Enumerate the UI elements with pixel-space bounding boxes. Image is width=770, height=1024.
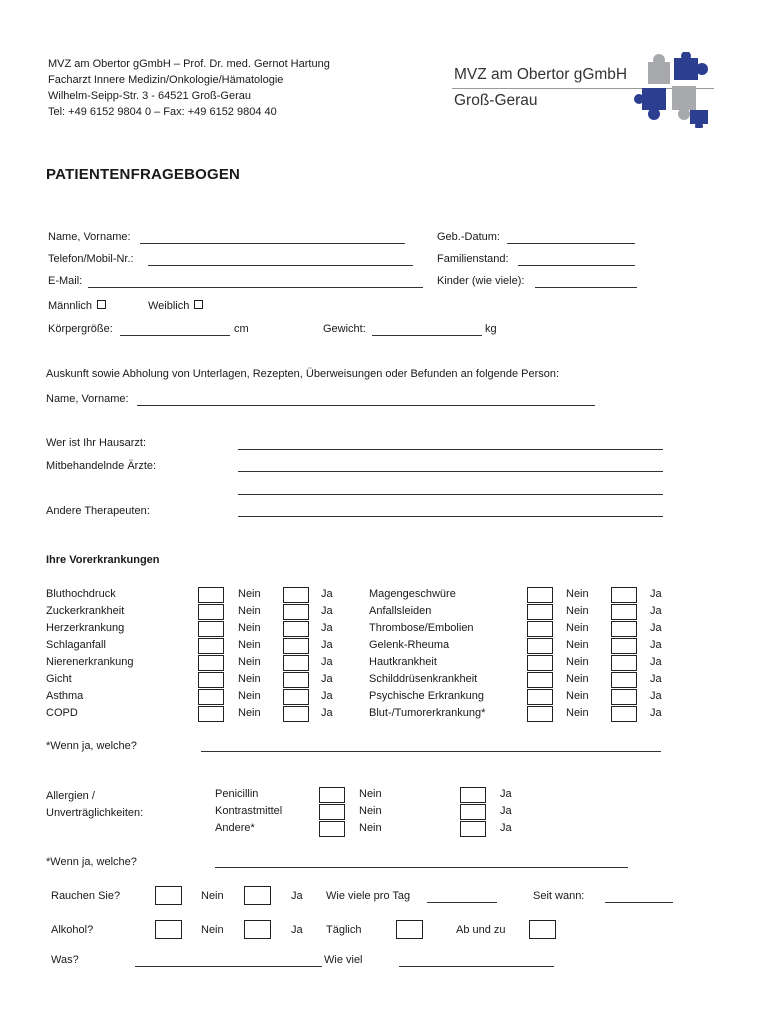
label-gewicht: Gewicht: (323, 323, 366, 335)
field-hausarzt[interactable] (238, 449, 663, 450)
label-nein: Nein (238, 622, 261, 634)
checkbox-nein[interactable] (527, 604, 553, 620)
label-geb: Geb.-Datum: (437, 231, 500, 243)
label-nein: Nein (238, 690, 261, 702)
allergy-label: Andere* (215, 822, 255, 834)
label-rauchen: Rauchen Sie? (51, 890, 121, 902)
auskunft-text: Auskunft sowie Abholung von Unterlagen, Rezepten, Überweisungen oder Befunden an folgende Person: (46, 368, 560, 380)
field-seit-wann[interactable] (605, 902, 673, 903)
label-ja: Ja (650, 707, 662, 719)
checkbox-ja[interactable] (611, 655, 637, 671)
field-mitbehandelnde-2[interactable] (238, 494, 663, 495)
label-ja: Ja (500, 788, 512, 800)
header-line: Wilhelm-Seipp-Str. 3 - 64521 Groß-Gerau (48, 90, 251, 102)
label-allergien (46, 788, 143, 822)
label-familienstand: Familienstand: (437, 253, 509, 265)
label-wenn-ja-vorerkrankungen: *Wenn ja, welche? (46, 740, 137, 752)
label-nein: Nein (238, 656, 261, 668)
field-therapeuten[interactable] (238, 516, 663, 517)
label-ja: Ja (650, 622, 662, 634)
unit-cm: cm (234, 323, 249, 335)
label-seit-wann: Seit wann: (533, 890, 585, 902)
label-ja: Ja (650, 605, 662, 617)
condition-label: Blut-/Tumorerkrankung* (369, 707, 486, 719)
checkbox-nein[interactable] (319, 821, 345, 837)
checkbox-ja[interactable] (611, 587, 637, 603)
field-wenn-ja-vorerkrankungen[interactable] (201, 751, 661, 752)
logo-line2: Groß-Gerau (454, 92, 538, 109)
checkbox-nein[interactable] (198, 655, 224, 671)
condition-label: Gelenk-Rheuma (369, 639, 450, 651)
condition-label: Nierenerkrankung (46, 656, 134, 668)
label-ab-und-zu: Ab und zu (456, 924, 506, 936)
label-ja: Ja (650, 588, 662, 600)
checkbox-ja[interactable] (283, 587, 309, 603)
condition-label: Anfallsleiden (369, 605, 432, 617)
checkbox-ja[interactable] (460, 787, 486, 803)
label-nein: Nein (566, 673, 589, 685)
section-heading-vorerkrankungen: Ihre Vorerkrankungen (46, 554, 160, 566)
checkbox-nein[interactable] (527, 621, 553, 637)
checkbox-nein[interactable] (319, 804, 345, 820)
checkbox-ja[interactable] (611, 689, 637, 705)
label-nein: Nein (566, 707, 589, 719)
checkbox-ja[interactable] (611, 621, 637, 637)
label-mitbehandelnde: Mitbehandelnde Ärzte: (46, 460, 157, 472)
page-title: PATIENTENFRAGEBOGEN (46, 166, 241, 183)
label-alkohol-nein: Nein (201, 924, 224, 936)
allergy-label: Penicillin (215, 788, 259, 800)
checkbox-ab-und-zu[interactable] (529, 920, 556, 939)
allergien-label-line2: Unverträglichkeiten: (46, 807, 144, 819)
checkbox-ja[interactable] (611, 706, 637, 722)
condition-label: Psychische Erkrankung (369, 690, 484, 702)
checkbox-nein[interactable] (527, 638, 553, 654)
checkbox-ja[interactable] (611, 604, 637, 620)
checkbox-ja[interactable] (460, 804, 486, 820)
label-ja: Ja (321, 656, 333, 668)
label-telefon: Telefon/Mobil-Nr.: (48, 253, 134, 265)
label-ja: Ja (650, 656, 662, 668)
checkbox-nein[interactable] (527, 689, 553, 705)
label-nein: Nein (566, 639, 589, 651)
label-ja: Ja (650, 673, 662, 685)
label-auskunft-name: Name, Vorname: (46, 393, 129, 405)
label-ja: Ja (321, 690, 333, 702)
condition-label: Schlaganfall (46, 639, 106, 651)
field-koerpergroesse[interactable] (120, 335, 230, 336)
checkbox-taeglich[interactable] (396, 920, 423, 939)
label-ja: Ja (500, 822, 512, 834)
checkbox-rauchen-ja[interactable] (244, 886, 271, 905)
checkbox-ja[interactable] (460, 821, 486, 837)
label-name: Name, Vorname: (48, 231, 131, 243)
checkbox-nein[interactable] (198, 638, 224, 654)
header-line: Tel: +49 6152 9804 0 – Fax: +49 6152 9804 40 (48, 106, 277, 118)
checkbox-alkohol-ja[interactable] (244, 920, 271, 939)
label-hausarzt: Wer ist Ihr Hausarzt: (46, 437, 147, 449)
label-wenn-ja-allergien: *Wenn ja, welche? (46, 856, 137, 868)
checkbox-ja[interactable] (283, 604, 309, 620)
field-familienstand[interactable] (518, 265, 635, 266)
checkbox-nein[interactable] (527, 587, 553, 603)
checkbox-nein[interactable] (198, 587, 224, 603)
label-ja: Ja (650, 690, 662, 702)
checkbox-ja[interactable] (283, 689, 309, 705)
label-ja: Ja (321, 707, 333, 719)
condition-label: Schilddrüsenkrankheit (369, 673, 478, 685)
label-ja: Ja (321, 673, 333, 685)
unit-kg: kg (485, 323, 497, 335)
label-nein: Nein (566, 622, 589, 634)
checkbox-ja[interactable] (283, 706, 309, 722)
condition-label: Bluthochdruck (46, 588, 116, 600)
checkbox-ja[interactable] (283, 655, 309, 671)
label-ja: Ja (500, 805, 512, 817)
label-nein: Nein (238, 639, 261, 651)
checkbox-nein[interactable] (198, 706, 224, 722)
field-geb[interactable] (507, 243, 635, 244)
checkbox-nein[interactable] (198, 621, 224, 637)
checkbox-nein[interactable] (527, 706, 553, 722)
option-maennlich[interactable] (48, 300, 106, 312)
label-rauchen-nein: Nein (201, 890, 224, 902)
label-ja: Ja (321, 605, 333, 617)
label-wie-viel: Wie viel (324, 954, 363, 966)
checkbox-nein[interactable] (198, 689, 224, 705)
checkbox-weiblich[interactable] (194, 300, 203, 309)
field-wenn-ja-allergien[interactable] (215, 867, 628, 868)
checkbox-nein[interactable] (319, 787, 345, 803)
checkbox-ja[interactable] (283, 672, 309, 688)
label-koerpergroesse: Körpergröße: (48, 323, 113, 335)
checkbox-nein[interactable] (527, 655, 553, 671)
condition-label: Magengeschwüre (369, 588, 456, 600)
label-nein: Nein (566, 588, 589, 600)
label-taeglich: Täglich (326, 924, 362, 936)
label-alkohol-ja: Ja (291, 924, 303, 936)
condition-label: Thrombose/Embolien (369, 622, 474, 634)
field-name[interactable] (140, 243, 405, 244)
checkbox-ja[interactable] (283, 621, 309, 637)
checkbox-maennlich[interactable] (97, 300, 106, 309)
label-ja: Ja (650, 639, 662, 651)
label-nein: Nein (238, 707, 261, 719)
field-gewicht[interactable] (372, 335, 482, 336)
checkbox-nein[interactable] (198, 672, 224, 688)
label-rauchen-ja: Ja (291, 890, 303, 902)
header-line: MVZ am Obertor gGmbH – Prof. Dr. med. Gernot Hartung (48, 58, 330, 70)
label-nein: Nein (238, 673, 261, 685)
field-wie-viele[interactable] (427, 902, 497, 903)
label-maennlich: Männlich (48, 300, 93, 312)
puzzle-icon (634, 52, 718, 128)
checkbox-alkohol-nein[interactable] (155, 920, 182, 939)
header-line: Facharzt Innere Medizin/Onkologie/Hämatologie (48, 74, 284, 86)
checkbox-ja[interactable] (611, 672, 637, 688)
checkbox-nein[interactable] (527, 672, 553, 688)
field-mitbehandelnde-1[interactable] (238, 471, 663, 472)
allergy-label: Kontrastmittel (215, 805, 283, 817)
label-ja: Ja (321, 639, 333, 651)
condition-label: Herzerkrankung (46, 622, 125, 634)
field-auskunft-name[interactable] (137, 405, 595, 406)
label-ja: Ja (321, 622, 333, 634)
label-nein: Nein (359, 788, 382, 800)
checkbox-ja[interactable] (283, 638, 309, 654)
condition-label: Gicht (46, 673, 72, 685)
label-wie-viele: Wie viele pro Tag (326, 890, 411, 902)
logo (452, 52, 722, 130)
label-weiblich: Weiblich (148, 300, 190, 312)
label-was: Was? (51, 954, 79, 966)
label-nein: Nein (238, 605, 261, 617)
label-nein: Nein (566, 656, 589, 668)
label-alkohol: Alkohol? (51, 924, 94, 936)
checkbox-ja[interactable] (611, 638, 637, 654)
header-address (48, 56, 330, 120)
condition-label: Hautkrankheit (369, 656, 437, 668)
field-telefon[interactable] (148, 265, 413, 266)
label-nein: Nein (238, 588, 261, 600)
condition-label: Asthma (46, 690, 84, 702)
condition-label: Zuckerkrankheit (46, 605, 125, 617)
checkbox-rauchen-nein[interactable] (155, 886, 182, 905)
label-nein: Nein (566, 605, 589, 617)
label-nein: Nein (359, 822, 382, 834)
label-therapeuten: Andere Therapeuten: (46, 505, 150, 517)
option-weiblich[interactable] (148, 300, 203, 312)
field-kinder[interactable] (535, 287, 637, 288)
allergien-label-line1: Allergien / (46, 790, 95, 802)
label-nein: Nein (359, 805, 382, 817)
logo-line1: MVZ am Obertor gGmbH (454, 66, 628, 83)
checkbox-nein[interactable] (198, 604, 224, 620)
label-kinder: Kinder (wie viele): (437, 275, 525, 287)
field-was[interactable] (135, 966, 322, 967)
label-nein: Nein (566, 690, 589, 702)
field-email[interactable] (88, 287, 423, 288)
label-ja: Ja (321, 588, 333, 600)
field-wie-viel[interactable] (399, 966, 554, 967)
condition-label: COPD (46, 707, 78, 719)
label-email: E-Mail: (48, 275, 83, 287)
